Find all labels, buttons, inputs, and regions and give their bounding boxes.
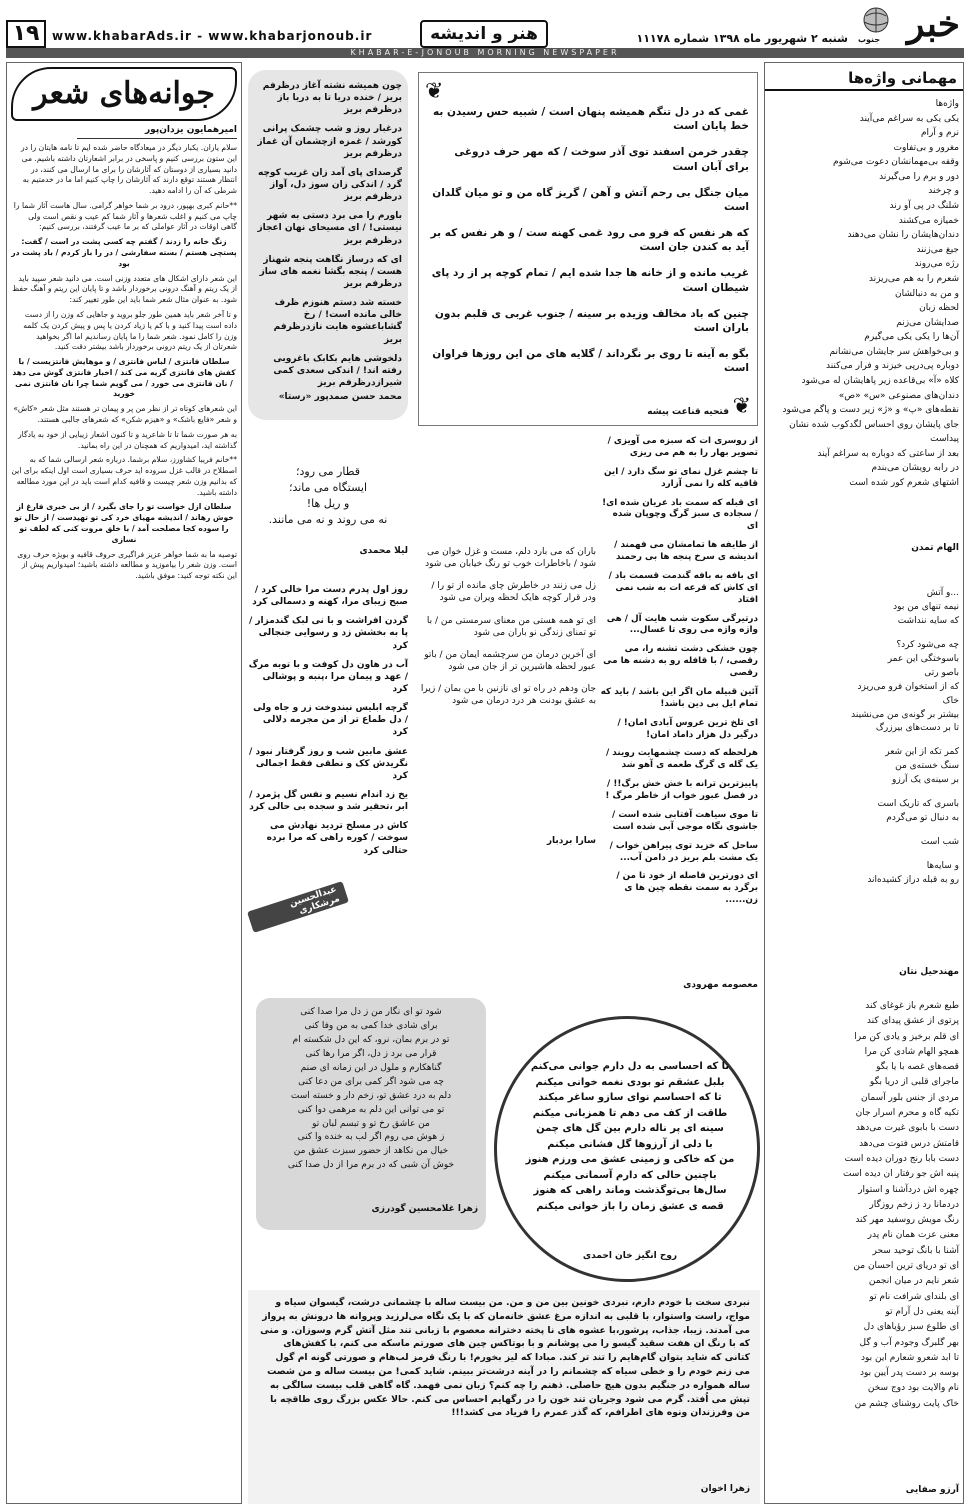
right-poem-line: باسوختگی این عمر (887, 653, 959, 664)
website-url[interactable]: www.khabarAds.ir - www.khabarjonoub.ir (52, 29, 373, 43)
left-column-author: امیرهمایون یزدان‌پور (77, 125, 237, 139)
bottom-prose-box (248, 1290, 760, 1504)
right-poem-line: همچو الهام شادی کن مرا (864, 1046, 959, 1057)
circle-poem-line: با دلی از آرزوها گل فشانی میکنم (547, 1138, 713, 1150)
left-paragraph: **خانم فریبا کشاورز، سلام برشما. درباره شعر ارسالی شما که به اصطلاح در قالب غزل سروده اید حرف بسیاری است اول اینکه برای این که بدانیم وزن شعر چیست و قافیه کدام است باید در این مورد مطالعه داشته باشید. (11, 455, 237, 497)
left-paragraph: و تا آخر شعر باید همین طور جلو بروید و جاهایی که وزن را از دست داده است پیدا کنید و با کم یا زیاد کردن یا پس و پیش کردن یک کلمه وزن را کامل نمود. شعر شما را ما پایان رساندیم اما اگر بخواهید شعرتان از یک ریتم درونی برخوردار باشد بیشتر دقت کنید. (23, 309, 237, 352)
col-a-poem (256, 80, 402, 388)
right-poem-line (771, 629, 959, 639)
stanza: آئین قبیله مان اگر این باشد / باید که تمام ایل بی دین باشد! (600, 686, 758, 709)
circle-poem-line: من که خاکی و زمینی عشق می ورزم هنوز (525, 1154, 735, 1165)
center-right-poem (600, 436, 758, 976)
dark-poem-line: شود تو ای نگار من ز دل مرا صدا کنی (300, 1007, 442, 1017)
short-poem-line: و ریل ها! (306, 496, 350, 510)
stanza: کاش در مسلخ تردید نهادش می سوخت / کوره راهی که مرا برده حتالی کرد (266, 821, 408, 856)
right-poem-2 (771, 587, 959, 957)
stanza: از طایفه ها تمامشان می فهمند / اندیشه ی سرخ پنجه ها بی رحمند (614, 540, 758, 562)
stanza: گرچه ابلیس نبندوخت زر و جاه ولی / دل طماع تر از من مجرمه دلالی کرد (253, 703, 408, 738)
right-poem-line: رو به قبله دراز کشیده‌اند (867, 874, 959, 885)
right-poem-line: بعد از ساعتی که دوباره به سراغم آیند (817, 448, 959, 459)
right-author-3: آرزو صفایی (905, 1485, 959, 1495)
right-poem-line: تا بر دست‌های بیرزرگ (875, 723, 959, 734)
dark-poem-line: من عاشق رخ تو و تبسم لبان تو (312, 1118, 430, 1129)
stanza: غمی که در دل تنگم همیشه پنهان است / شبیه حس رسیدن به خط پایان است (433, 106, 749, 133)
ornament-icon: ❦ (425, 79, 444, 104)
stanza: ای قبله که سمت باد عریان شده ای! / سجاده ی سبز گرگ وچوپان شده ای (602, 497, 758, 532)
circle-poem-line: سال‌ها بی‌توگذشت وماند راهی که هنوز (533, 1185, 727, 1196)
right-column (764, 62, 964, 1504)
right-poem-line: نیمه تنهای من بود (893, 601, 959, 612)
stanza: عشق مابین شب و روز گرفتار نبود / نگریدش کک و نطقی فقط اجمالی کرد (249, 746, 408, 781)
left-paragraph: این شعر دارای اشکال های متعدد وزنی است. می دانید شعر سپید باید از یک ریتم و آهنگ درونی برخوردار باشد و تا پایان این ریتم و آهنگ حفظ شود. به عنوان مثال شعر شما باید این طور تغییر کند: (12, 273, 237, 305)
right-poem-line: ...و آتش (926, 588, 959, 598)
right-poem-line: و من به دنبالشان (894, 288, 959, 299)
center-mid-author: سارا بردبار (546, 836, 596, 846)
right-poem-line: واژه‌ها (935, 99, 959, 109)
stanza: باران که می بارد دلم، مست و غزل خوان می شود / باخاطرات خوب تو رنگ خیابان می شود (425, 547, 596, 570)
right-poem-line: تکیه گاه و محرم اسرار جان (855, 1108, 959, 1119)
stanza: جان ودهم در راه تو ای نازنین با من بمان / زیرا به عشق بودنت هر درد درمان می شود (420, 684, 596, 707)
circle-poem-line: تا که احساسی به دل دارم جوانی می‌کنم (530, 1061, 730, 1072)
right-poem-line: بهر گلبرگ وجودم آب و گل (859, 1337, 959, 1348)
circle-poem-box (494, 1016, 760, 1282)
right-poem-line: نقطه‌های «پ» و «ژ» زیر دست و پاگم می‌شود (782, 405, 959, 416)
center-mid-poem (418, 546, 596, 816)
right-poem-line (771, 850, 959, 860)
dark-poem-line: تو می توانی این دلم به مرهمی دوا کنی (297, 1104, 445, 1115)
left-paragraph: توصیه ما به شما خواهر عزیز فراگیری حروف قافیه و بویژه حرف روی است. وزن شعر را بیاموزید و مطالعه داشته باشید؛ امیدواریم پیش از این نکته توجه کنید: موفق باشید. (17, 549, 237, 581)
stanza: ای که درساز نگاهت پنجه شهناز هست / پنجه بگشا نغمه های ساز درظرفم بریز (259, 254, 402, 289)
stanza: ای آخرین درمان من سرچشمه ایمان من / باتو عبور لحظه هاشیرین تر از جان می شود (424, 649, 596, 672)
stanza: غریب مانده و از خانه ها جدا شده ایم / تمام کوچه پر از رد پای شیطان است (431, 267, 749, 294)
right-poem-line: چه می‌شود کرد؟ (896, 639, 959, 650)
stanza: باورم را می برد دستی به شهر نیستی! / ای مسیحای نهان اعجاز درظرفم بریز (257, 211, 402, 246)
dark-poem-line: قرار می برد ز دل، اگر مرا رها کنی (305, 1048, 437, 1059)
short-poem (248, 464, 408, 544)
stanza: زل می زنند در خاطرش چای مانده از تو را / ودر قرار کوچه هایک لحظه ویران می شود (431, 581, 596, 604)
col-b-author: عبدالحسین مرشکاری (247, 881, 349, 933)
left-column-body (11, 143, 237, 1499)
newspaper-logo (852, 2, 964, 52)
dark-poem-line: ز هوش می روم اگر لب به خنده وا کنی (297, 1132, 445, 1143)
right-poem-line: کمر تکه از این شعر (885, 747, 959, 758)
page-number: ۱۹ (6, 20, 46, 48)
dark-poem-line: خیال من نکاهد از حضور سبزت عشق من (293, 1146, 449, 1157)
dark-poem-line: خوش آن شبی که در برم مرا از دل صدا کنی (287, 1160, 455, 1171)
right-poem-line: دوباره پی‌درپی خیزند و فرار می‌کنند (825, 361, 959, 372)
right-poem-line: کلاه «آ» بی‌قاعده زیر پاهایشان له می‌شود (801, 375, 959, 386)
right-poem-line: باصو رتی (924, 667, 959, 678)
right-poem-line: ای تو دریای ترین احسان من (853, 1261, 959, 1272)
right-poem-1 (771, 97, 959, 537)
right-poem-line: پرتوی از عشق پیدای کند (866, 1016, 959, 1027)
right-poem-line: رژه می‌روند (914, 259, 959, 270)
center-top-author: فتحیه قناعت پیشه (647, 407, 729, 417)
stanza: تا موی سیاهت آفتابی شده است / جاشوی نگاه موجی آبی شده است (612, 809, 758, 832)
section-title: هنر و اندیشه (420, 20, 548, 48)
stanza: دلخوشی هایم بکابک باغروبی رفته اند! / اندکی سعدی کمی شیرازدرظرفم بریز (273, 353, 402, 388)
right-poem-line: دست بابا رنج دوران دیده است (844, 1153, 959, 1164)
left-column (6, 62, 242, 1504)
right-poem-3 (771, 999, 959, 1479)
right-poem-line: بوسه بر دست پدر آیین بود (860, 1368, 959, 1379)
short-poem-line: ایستگاه می ماند؛ (288, 480, 368, 494)
right-poem-line: ای بلندای شرافت نام تو (869, 1291, 959, 1302)
bottom-prose: نبردی سخت با خودم دارم، نبردی خونین بین من و من. من بیست ساله با چشمانی درشت، گیسوان سیاه و مواج، راست واستوار، با قلبی به اندازه مرغ عشق خانه‌مان که با یک نگاه می‌لرزید وپروانه ها درونش به پرواز می آمدند. زیبا، جذاب، پرشور،با عشوه های نا پخته دخترانه معصوم با زبانی تند مثل آتش گرم وسوزان. و منی که با رنگ ان هفت سقید گیسو را می پوشانم و با بوتاکس چین های صورتم ماسکه می کنم، با کفش‌های کتانی که شاید بتوان گام‌هایم را تند تر کند. مبادا که لیز بخورم! با رنگ قرمز لب‌هام و صورتی گونه ام گول می زنم خودم را و خطی سیاه که چشمانم را در آینه درشت‌تر ببینم. شاید کمی! من بیست ساله و من شصت ساله همواره در جنگیم بدون هیچ حاصلی. ذهنم را چه کنم؟ زبان نمی فهمد. گاه گاهی قلب بیست سالگی به تپش می اُفتد. گرم می شود وجریان تند خون را در رگهایم احساس می کنم. حالا عکس بزرگ روی طاقچه با من وفرزندان ونوه های اطرافم، که گذر عمرم را فریاد می کشد!!! (260, 1297, 750, 1419)
left-paragraph: زنگ خانه را زدند / گفتم چه کسی پشت در است / گفت: پستچی هستم / بسته سفارشی / در را باز کردم / باد پشت در بود (11, 237, 237, 268)
short-poem-author: لیلا محمدی (359, 546, 408, 556)
right-poem-line: در رابه رویشان می‌بندم (871, 463, 959, 474)
right-poem-line (771, 736, 959, 746)
right-poem-line: به دنبال تو می‌گردم (886, 813, 959, 824)
right-poem-line: نام والایت بود دوج سخن (867, 1383, 959, 1394)
right-poem-line: نرم و آرام (920, 128, 959, 139)
right-poem-line: آن‌ها را یکی یکی می‌گیرم (864, 332, 959, 343)
right-author-2: مهندحیل نتان (899, 967, 959, 977)
right-poem-line: بر سینه‌ی یک آرزو (892, 775, 959, 786)
right-poem-line: خمیازه می‌کشند (898, 215, 959, 226)
dark-poem-line: دلم به درد عشق تو، زخم دار و خسته است (290, 1090, 452, 1101)
left-paragraph: سلام یاران. یکبار دیگر در میعادگاه حاضر شده ایم تا نامه هایتان را در این ستون بررسی کنیم و پاسخی در برابر اشعارتان داشته باشیم. می دانید بسیاری از دوستان که آثارشان را برای ما ارسال می کنند، در انتظار هستند توقع دارند که آثارشان را چاپ کنیم اما ما در خدمتیم به شرطی که آن را ادامه دهید. (21, 143, 237, 196)
right-poem-line: جیغ می‌زنند (916, 244, 959, 255)
stanza: چون خشکی دشت تشنه را، می رقصی، / با قافله رو به دشنه ها می رقصی (603, 644, 758, 678)
stanza: تا چشم غزل نمای تو سگ دارد / این قافیه کله را نمی آزارد (603, 466, 758, 489)
right-poem-line: وقفه بی‌مهمانشان دعوت می‌شوم (833, 157, 959, 168)
center-dark-box (256, 998, 486, 1230)
right-poem-line: سنگ خسته‌ی من (895, 761, 959, 772)
dark-poem-line: چه می شود اگر کمی برای من دعا کنی (298, 1076, 444, 1087)
stanza: ای بافه به بافه گندمت قسمت باد / ای کاش که قرعه ات به شب نمی افتاد (608, 570, 758, 605)
stanza: چقدر خرمن اسفند توی آذر سوخت / که مهر حرف دروغی برای آبان است (454, 146, 749, 173)
right-poem-line: طبع شعرم باز غوغای کند (865, 1001, 959, 1011)
right-poem-line: دور و برم را می‌گیرند (879, 171, 959, 182)
short-poem-line: قطار می رود؛ (295, 465, 361, 478)
left-paragraph: این شعرهای کوتاه تر از نظر من پر و پیمان تر هستند مثل شعر «کاش» و شعر «فایع باشک» و «هیزم شکن» که شعرهای جالبی هستند. (13, 404, 237, 424)
stanza: بگو به آینه تا روی بر نگرداند / گلایه های من این روزها فراوان است (432, 348, 749, 375)
right-poem-line: دردمانا رد ز زخم روزگار (869, 1199, 959, 1210)
right-poem-line: معنی عزت همان نام پدر (867, 1230, 959, 1241)
col-a-author: محمد حسن صمدپور «رستا» (278, 392, 402, 402)
logo-sub: جنوب (858, 35, 881, 44)
right-poem-line: صدایشان می‌زنم (896, 317, 959, 328)
ornament-icon: ❦ (732, 394, 751, 419)
left-paragraph: سلطان ازل خواست تو را جای بگیرد / از بی خبری فارغ از خوش رهاند / اندیشه مهیای خرد کی تو تهیدست / از حال تو را سوده کجا مصلحت آمد / با خلق مروت کنی که لطف تو نسازی (14, 502, 234, 544)
stanza: میان جنگل بی رحم آتش و آهن / گریز گاه من و تو میان گلدان است (432, 186, 749, 213)
right-poem-line: باسری که تاریک است (877, 799, 959, 810)
right-poem-line: و سایه‌ها (926, 861, 959, 871)
left-paragraph: به هر صورت شما تا تا شاعرید و تا کنون اشعار زیبایی از خود به یادگار گذاشته اید، امیدواریم که همچنان در این راه بمانید. (17, 429, 237, 450)
right-poem-line: شلنگ در پی آو رند (889, 201, 959, 212)
right-poem-line (771, 788, 959, 798)
stanza: چون همیشه نشته آغاز درظرفم بریز / خنده دریا تا به دریا باز درظرفم بریز (262, 81, 402, 116)
stanza: آب در هاون دل کوفت و با توبه مرگ / عهد و پیمان مرا ،پنبه و پوشالی کرد (248, 659, 408, 694)
stanza: ساحل که خزید توی پیراهن خواب / یک مشت بلم بریز در دامن آب... (609, 840, 758, 863)
right-poem-line: دندان‌هایشان را نشان می‌دهند (847, 230, 959, 241)
circle-poem-line: تا که احساسم نوای سازو ساغر میکند (538, 1092, 722, 1103)
bottom-prose-author: زهرا اخوان (700, 1484, 750, 1494)
right-poem-line (771, 826, 959, 836)
stanza: ای تو همه هستی من معنای سرمستی من / با تو تمنای زندگی نو باران می شود (426, 615, 596, 638)
left-column-title: جوانه‌های شعر (11, 67, 237, 121)
right-poem-line: مردی از جنس بلور آسمان (861, 1092, 959, 1103)
right-poem-line: خاک پایت روشنای چشم من (854, 1398, 959, 1409)
right-poem-line: دندان‌های مصنوعی «س» «ص» (838, 390, 959, 401)
stanza: درتیرگی سکوت شب هایت آل / هی واژه واژه می روی تا غسال... (606, 613, 758, 636)
right-poem-line: آینه یعنی دل آرام تو (885, 1306, 959, 1317)
left-paragraph: **حانم کبری بهپور، درود بر شما خواهر گرامی. سال هاست آثار شما را چاپ می کنیم و اغلب شعرها و آثار شما کم عیب و نقص است ولی گاهی اوقات در آثار عواملی که بر ما عیب گرفتند، بررسی کنیم: (13, 200, 237, 232)
stanza: گردن افراشت و با نی لبک گندمزار / پا به بخشش زد و رسوایی جنجالی کرد (248, 616, 408, 651)
right-poem-line: ماجرای قلبی از دریا بگو (869, 1077, 959, 1088)
circle-poem-line: سینه ای پر ناله دارم بین گل های چمن (536, 1123, 724, 1134)
stanza: روز اول پدرم دست مرا خالی کرد / صبح زیبای مرا، کهنه و دسمالی کرد (252, 585, 408, 608)
right-poem-line: که سایه ننداشت (897, 615, 959, 626)
right-poem-line: پنبه اش جو رفتار ان دیده است (842, 1169, 959, 1180)
right-poem-line: رنگ مویش روسفید مهر کند (855, 1215, 959, 1226)
right-poem-line: دست با بابوی غیرت می‌دهد (855, 1123, 959, 1134)
dark-poem-line: گناهکارم و ملول در این زمانه ای صنم (300, 1062, 442, 1073)
right-poem-line: ای قلم برخیز و یادی کن مرا (854, 1031, 959, 1042)
right-poem-line: و چرخند (928, 186, 959, 197)
short-poem-line: نه می روند و نه می مانند. (268, 512, 388, 526)
right-poem-line: و بی‌خواهش سر جایشان می‌نشانم (829, 346, 959, 357)
right-column-title: مهمانی واژه‌ها (765, 67, 963, 91)
right-poem-line: که از استخوان فرو می‌ریزد (857, 681, 959, 692)
col-b-poem (248, 584, 408, 924)
center-dark-poem (264, 1006, 478, 1196)
right-poem-line: قصه‌های غصه با یا بگو (876, 1062, 959, 1073)
right-poem-line: ای طلوع سبز رؤیاهای دل (863, 1322, 959, 1333)
right-poem-line: مغرور و بی‌تفاوت (893, 142, 959, 153)
center-top-poem (429, 105, 749, 405)
stanza: که هر نفس که فرو می رود غمی کهنه ست / و هر نفس که بر آید به کندن جان است (430, 227, 749, 254)
stanza: ای دورترین فاصله از خود تا من / برگرد به سمت نقطه چین ها ی زن...... (616, 871, 758, 906)
logo-text: خبر (907, 3, 960, 45)
stanza: چنین که باد مخالف وزیده بر سینه / جنوب غربی ی قلبم بدون باران است (434, 307, 749, 334)
col-a-poem-box (248, 70, 408, 420)
right-poem-line: جای پایشان روی احساس لگدکوب شده نشان پیداست (789, 419, 959, 445)
right-poem-line: لحظه زبان (919, 303, 959, 314)
stanza: پاییزترین ترانه با خش خش برگ!! / در فصل عبور خواب از خاطر مرگ ! (605, 779, 758, 801)
stanza: درغبار روز و شب چشمک پرانی کورشد / غمزه ازچشمان آن غماز درظرفم بریز (257, 124, 402, 159)
header-banner: KHABAR-E-JONOUB MORNING NEWSPAPER (6, 48, 964, 58)
center-dark-author: زهرا غلامحسین گودرزی (371, 1204, 478, 1214)
circle-poem-author: روح انگیز خان احمدی (582, 1251, 678, 1261)
right-poem-line: تا ابد شعرو شعارم این بود (860, 1352, 959, 1363)
right-poem-line: یکی یکی به سراغم می‌آیند (859, 113, 959, 124)
stanza: ای تلخ ترین عروس آبادی امان! / درگیر دل هزار داماد امان! (617, 717, 758, 740)
right-author-1: الهام تمدن (911, 543, 959, 553)
right-poem-line: شب است (920, 837, 959, 848)
center-right-author: معصومه مهرودی (683, 980, 758, 990)
issue-line: شنبه ۲ شهریور ماه ۱۳۹۸ شماره ۱۱۱۷۸ (636, 32, 848, 45)
right-poem-line: قامتش درس فتوت می‌دهد (859, 1138, 959, 1149)
dark-poem-line: تو در برم بمان، نرو، که این دل شکسته ام (292, 1034, 450, 1045)
circle-poem-line: بلبل عشقم تو بودی نغمه خوانی میکنم (535, 1076, 725, 1088)
right-poem-line: بیشتر بر گونه‌ی من می‌نشیند (851, 709, 959, 720)
circle-poem-line: قصه ی عشق زمان را باز خوانی میکنم (536, 1200, 724, 1212)
right-poem-line: آشنا با بانگ توحید سحر (872, 1245, 959, 1256)
circle-poem-line: باچنین حالی که دارم آسمانی میکنم (543, 1169, 717, 1181)
circle-poem-line: طاقت از کف می دهم تا همزبانی میکنم (532, 1107, 728, 1119)
stanza: هرلحظه که دست چشمهایت رویند / یک گله ی گرگ طعمه ی آهو شد (606, 748, 758, 771)
right-poem-line: شعرم را به هم می‌ریزند (868, 273, 959, 284)
stanza: از روسری ات که سبزه می آویزی / تصویر بهار را به هم می ریزی (607, 436, 758, 458)
left-paragraph: سلطان فانتزی / لباس فانتزی / و موهایش فانتزیست / با کفش های فانتزی گریه می کند / اخبار فانتزی گوش می دهد / نان فانتزی می خورد / می گویم شما چرا نان فانتزی نمی خورید (12, 357, 236, 399)
right-poem-line: شعر نایم در میان انجمن (868, 1276, 959, 1287)
center-top-poem-box (418, 72, 758, 426)
circle-poem (519, 1059, 741, 1249)
stanza: خسته شد دستم هنوزم ظرف خالی مانده است! / رخ گشاباعشوه هایت نازدرظرفم بریز (273, 298, 402, 345)
stanza: گرصدای پای آمد زان غریب کوچه گرد / اندکی زان سوز دل، آواز درظرفم بریز (257, 167, 402, 203)
right-poem-line: اشتهای شعرم کور شده است (849, 478, 959, 489)
right-poem-line: چهره اش دردآشنا و استوار (858, 1184, 959, 1195)
col-b-author-tag (248, 884, 348, 926)
stanza: یخ زد اندام نسیم و نفس گل پژمرد / ابر ،تحقیر شد و سجده بی حالی کرد (249, 789, 408, 813)
dark-poem-line: برای شادی خدا کمی به من وفا کنی (304, 1020, 438, 1031)
right-poem-line: خاک (942, 695, 959, 706)
